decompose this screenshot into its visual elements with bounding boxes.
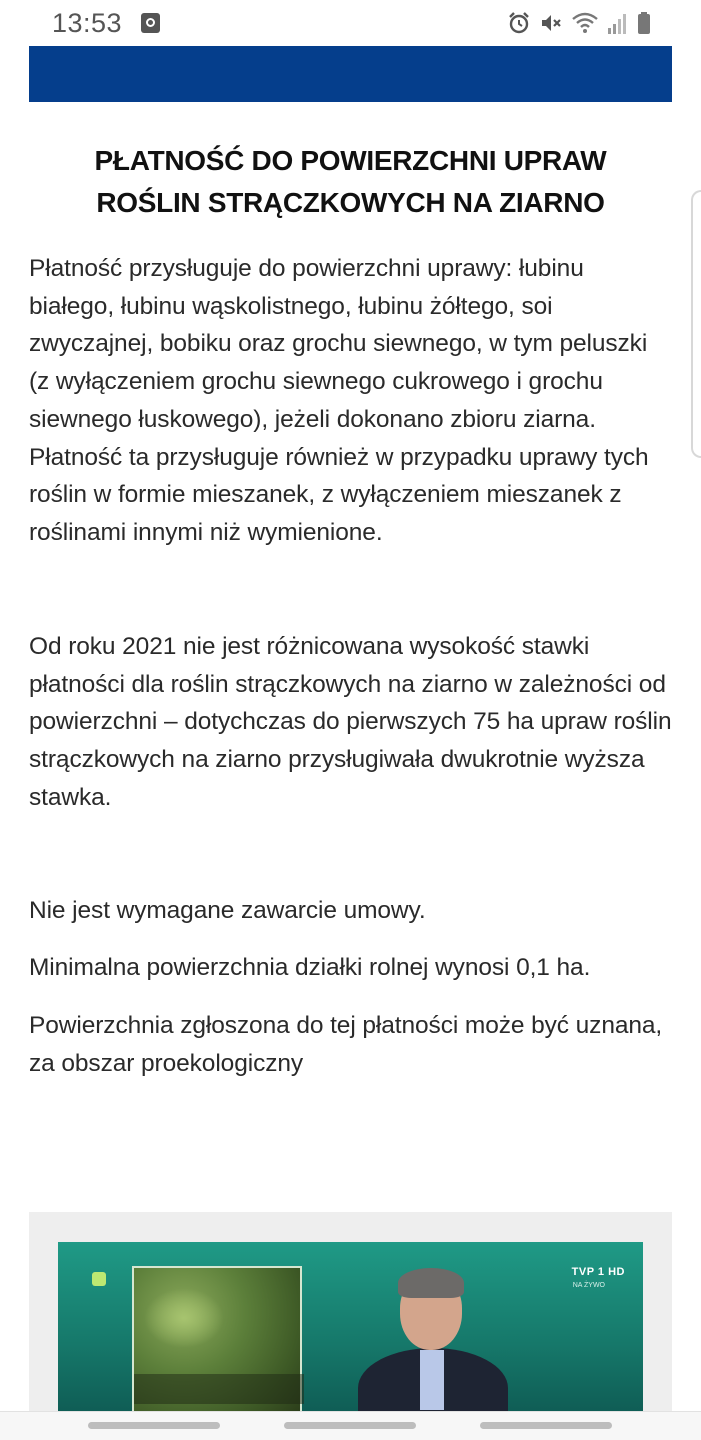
scroll-indicator[interactable] bbox=[691, 190, 701, 458]
app-notification-icon bbox=[141, 13, 160, 33]
video-player[interactable] bbox=[58, 1242, 643, 1412]
presenter-image bbox=[358, 1268, 508, 1412]
live-label: NA ŻYWO bbox=[572, 1282, 605, 1289]
system-nav-bar bbox=[0, 1411, 701, 1440]
wifi-icon bbox=[571, 11, 599, 35]
article-paragraph: Minimalna powierzchnia działki rolnej wynosi 0,1 ha. bbox=[29, 954, 591, 981]
status-icons bbox=[507, 10, 651, 36]
signal-icon bbox=[607, 11, 629, 35]
site-header-bar bbox=[29, 46, 672, 102]
channel-name: TVP 1 bbox=[571, 1266, 605, 1278]
mute-icon bbox=[539, 11, 563, 35]
channel-tag: HD bbox=[608, 1266, 625, 1278]
video-section bbox=[29, 1212, 672, 1440]
channel-logo bbox=[572, 1266, 625, 1278]
nav-back-button[interactable] bbox=[480, 1422, 612, 1429]
smiley-icon bbox=[92, 1272, 106, 1286]
article-paragraph: Płatność przysługuje do powierzchni uprawy: łubinu białego, łubinu wąskolistnego, łubinu żółtego, soi zwyczajnej, bobiku oraz grochu siewnego, w tym peluszki (z wyłączeniem grochu siewnego cukrowego i grochu siewnego łuskowego), jeżeli dokonano zbioru ziarna. Płatność ta przysługuje również w przypadku uprawy tych roślin w formie mieszanek, z wyłączeniem mieszanek z roślinami innymi niż wymienione. bbox=[29, 255, 649, 546]
nav-home-button[interactable] bbox=[284, 1422, 416, 1429]
alarm-icon bbox=[507, 11, 531, 35]
nav-recents-button[interactable] bbox=[88, 1422, 220, 1429]
video-inset-image bbox=[132, 1266, 302, 1412]
status-bar bbox=[0, 0, 701, 46]
article-paragraph: Od roku 2021 nie jest różnicowana wysokość stawki płatności dla roślin strączkowych na ziarno w zależności od powierzchni – dotychczas do pierwszych 75 ha upraw roślin strączkowych na ziarno przysługiwała dwukrotnie wyższa stawka. bbox=[29, 633, 672, 811]
page-title: PŁATNOŚĆ DO POWIERZCHNI UPRAW ROŚLIN STRĄCZKOWYCH NA ZIARNO bbox=[94, 145, 607, 218]
status-time: 13:53 bbox=[52, 8, 123, 38]
battery-icon bbox=[637, 11, 651, 35]
article-paragraph: Nie jest wymagane zawarcie umowy. bbox=[29, 897, 426, 924]
article bbox=[29, 140, 672, 1077]
article-paragraph: Powierzchnia zgłoszona do tej płatności może być uznana, za obszar proekologiczny bbox=[29, 1012, 663, 1077]
